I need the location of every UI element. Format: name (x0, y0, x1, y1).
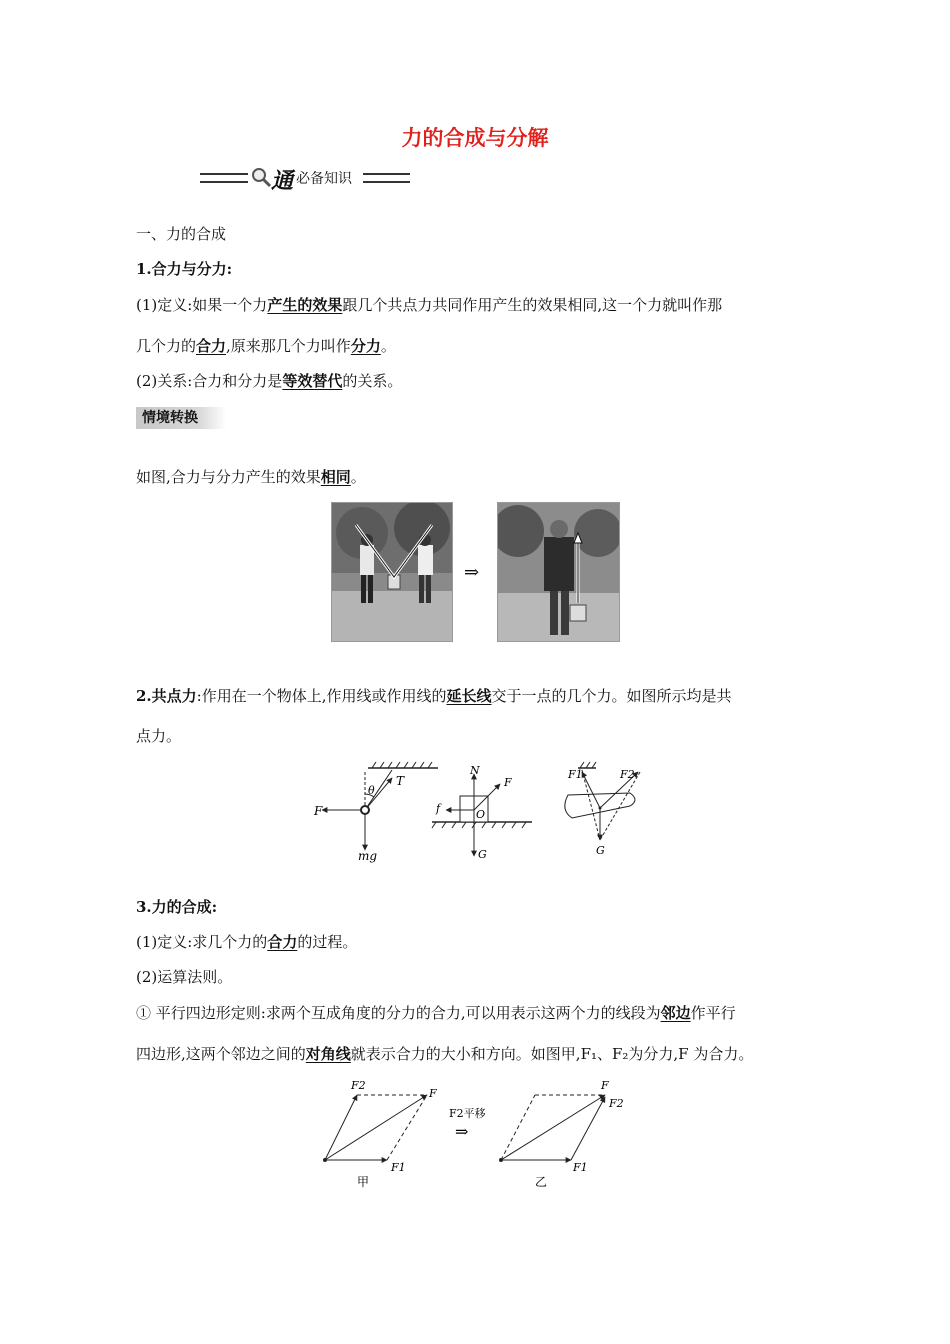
translate-label: F2平移 (449, 1107, 486, 1120)
f2-label: F2 (609, 1097, 624, 1110)
transform-arrow: ⇒ (464, 562, 480, 583)
banner-label: 必备知识 (296, 171, 352, 187)
item2-title: 2.共点力 (136, 687, 197, 705)
item2-line2: 点力。 (136, 727, 182, 745)
key-term: 对角线 (305, 1045, 351, 1063)
tension-label: T (396, 774, 405, 788)
relation-line: (2)关系:合力和分力是等效替代的关系。 (136, 372, 403, 390)
item1-title: 1.合力与分力: (136, 260, 233, 278)
item3-def: (1)定义:求几个力的合力的过程。 (136, 933, 358, 951)
f1-label: F1 (391, 1161, 406, 1174)
item3-title: 3.力的合成: (136, 898, 218, 916)
magnifier-icon (250, 166, 272, 188)
key-term: 合力 (196, 337, 227, 355)
force-label: F (504, 776, 512, 789)
key-term: 合力 (267, 933, 298, 951)
def1-line2: 几个力的合力,原来那几个力叫作分力。 (136, 337, 396, 355)
f-label: F (601, 1079, 609, 1092)
f2-label: F2 (351, 1079, 366, 1092)
gravity-label: G (478, 848, 487, 861)
force-label: F (314, 804, 323, 818)
normal-label: N (470, 764, 480, 777)
key-term: 相同 (320, 468, 351, 486)
item3-rule: (2)运算法则。 (136, 968, 233, 986)
f2-label: F2 (620, 768, 635, 781)
gravity-label: G (596, 844, 605, 857)
key-term: 等效替代 (282, 372, 343, 390)
photo-one-person (497, 502, 620, 642)
section-banner (200, 164, 412, 192)
key-term: 延长线 (446, 687, 492, 705)
f1-label: F1 (573, 1161, 588, 1174)
parallelogram-diagram (315, 1075, 635, 1190)
def1-line1: (1)定义:如果一个力产生的效果跟几个共点力共同作用产生的效果相同,这一个力就叫作那 (136, 296, 723, 314)
photo-two-people (331, 502, 453, 642)
figure-jia (323, 1079, 437, 1189)
f-label: F (429, 1087, 437, 1100)
log-figure (565, 762, 640, 857)
weight-label: mg (358, 849, 378, 863)
item3-para1: ① 平行四边形定则:求两个互成角度的分力的合力,可以用表示这两个力的线段为邻边作平行 (136, 1004, 736, 1022)
friction-label: f (436, 802, 441, 815)
section-heading: 一、力的合成 (136, 225, 227, 243)
scene-tag: 情境转换 (136, 407, 226, 429)
banner-badge: 通 (271, 168, 294, 194)
key-term: 邻边 (660, 1004, 691, 1022)
origin-label: O (476, 808, 486, 821)
item3-para2: 四边形,这两个邻边之间的对角线就表示合力的大小和方向。如图甲,F₁、F₂为分力,F 为合力。 (136, 1045, 754, 1063)
translate-hint (449, 1106, 486, 1141)
f1-label: F1 (568, 768, 583, 781)
key-term: 产生的效果 (267, 296, 343, 314)
translate-arrow: ⇒ (455, 1122, 469, 1141)
block-figure (432, 764, 532, 861)
page-title: 力的合成与分解 (401, 126, 549, 150)
caption-jia: 甲 (357, 1175, 370, 1189)
figure-yi (499, 1079, 624, 1189)
scene-line: 如图,合力与分力产生的效果相同。 (136, 468, 366, 486)
key-term: 分力 (350, 337, 381, 355)
concurrent-forces-diagram (310, 760, 650, 870)
item2-line1: 2.共点力:作用在一个物体上,作用线或作用线的延长线交于一点的几个力。如图所示均是共 (136, 687, 732, 705)
caption-yi: 乙 (535, 1175, 548, 1189)
theta-label: θ (368, 784, 375, 797)
hanging-ball-figure (313, 762, 438, 863)
